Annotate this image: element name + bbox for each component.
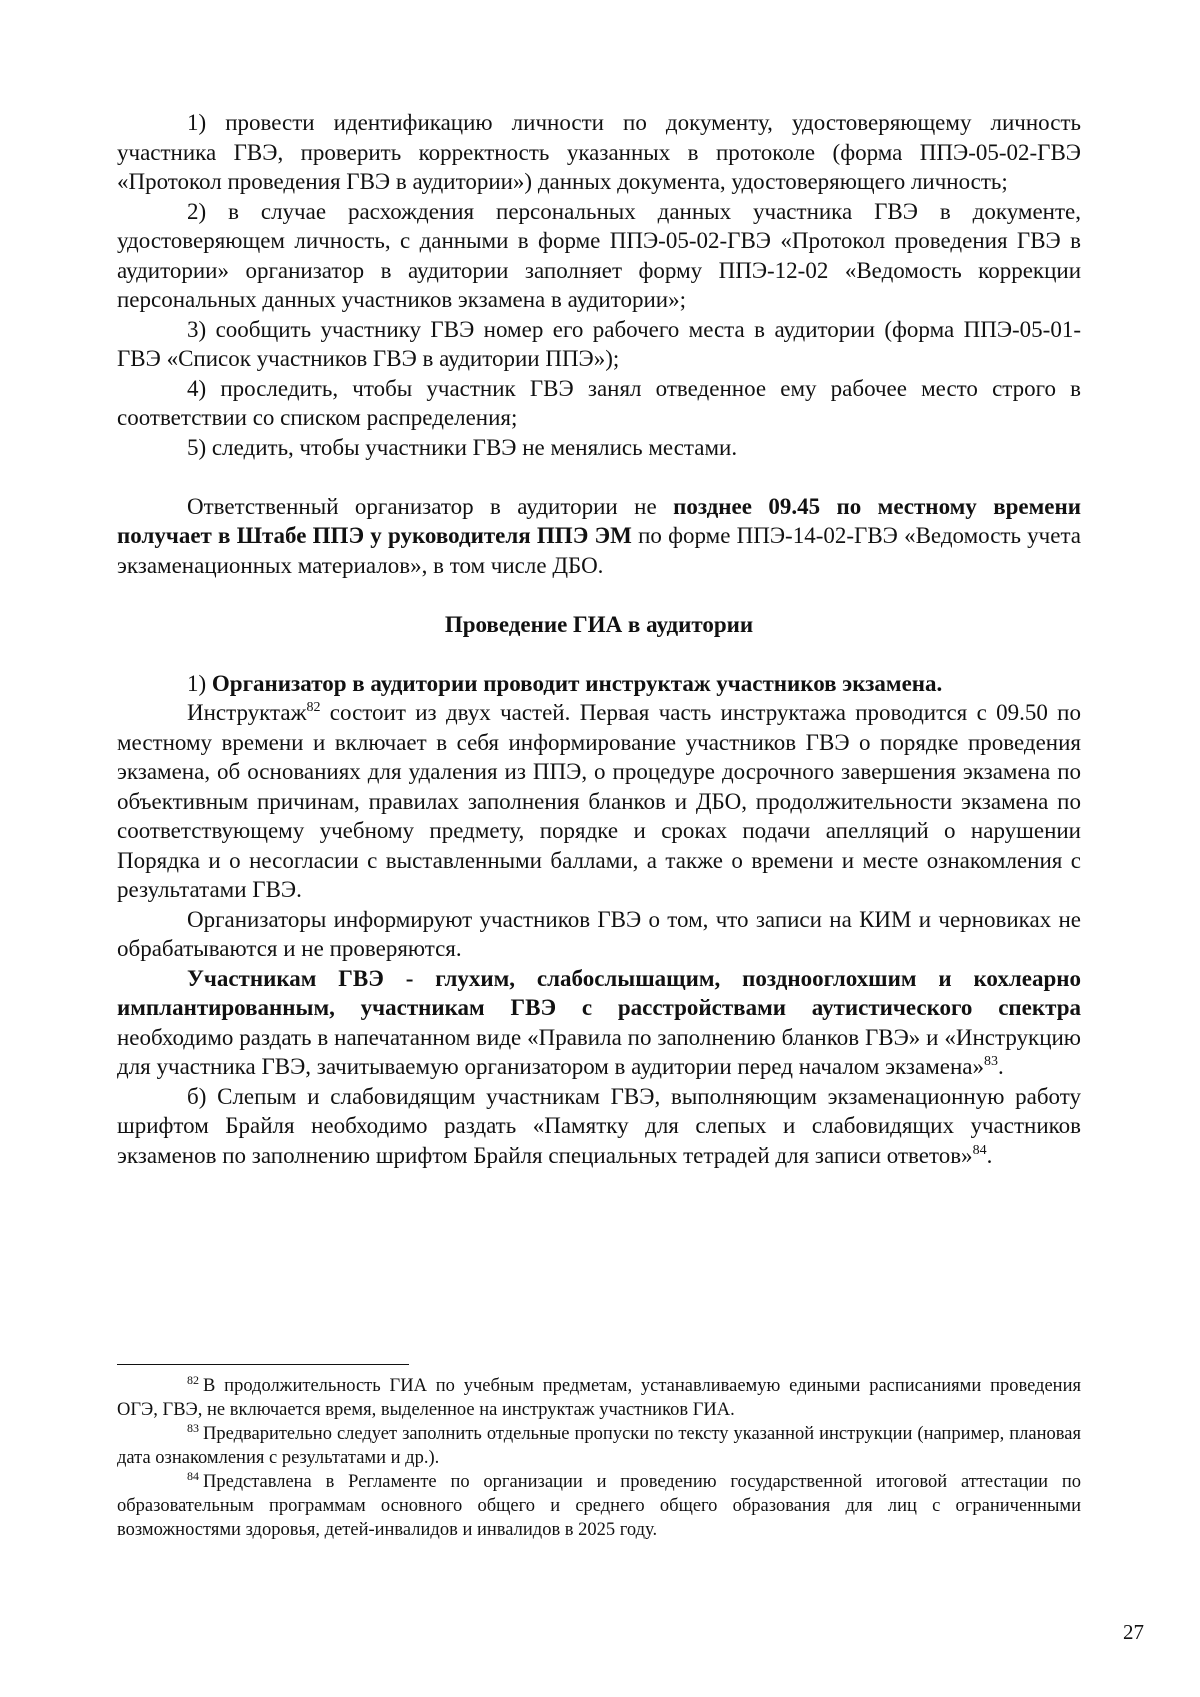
footnote-ref[interactable]: 83 (984, 1054, 998, 1069)
deadline-emphasis: позднее 09.45 по местному времени получает в Штабе ППЭ у руководителя ППЭ ЭМ (117, 493, 1081, 548)
list-item: 1) провести идентификацию личности по документу, удостоверяющему личность участника ГВЭ, проверить корректность указанных в протоколе (форма ППЭ-05-02-ГВЭ «Протокол проведения ГВЭ в аудитории») данных документа, удостоверяющего личность; (117, 110, 1081, 194)
spacer (117, 639, 1081, 669)
list-item: 4) проследить, чтобы участник ГВЭ занял отведенное ему рабочее место строго в соответствии со списком распределения; (117, 375, 1081, 430)
list-item: 2) в случае расхождения персональных данных участника ГВЭ в документе, удостоверяющем личность, с данными в форме ППЭ-05-02-ГВЭ «Протокол проведения ГВЭ в аудитории» организатор в аудитории заполняет форму ППЭ-12-02 «Ведомость коррекции персональных данных участников экзамена в аудитории»; (117, 198, 1081, 312)
blind-participants-paragraph: б) Слепым и слабовидящим участникам ГВЭ, выполняющим экзаменационную работу шрифтом Брайля необходимо раздать «Памятку для слепых и слабовидящих участников экзаменов по заполнению шрифтом Брайля специальных тетрадей для записи ответов»$^{84}$. (117, 1083, 1081, 1168)
document-page (117, 108, 1081, 1170)
footnote-ref[interactable]: 82 (306, 700, 321, 715)
list-item: 5) следить, чтобы участники ГВЭ не менялись местами. (187, 434, 738, 460)
instruction-paragraph: Инструктаж$^{82}$ состоит из двух частей. Первая часть инструктажа проводится с 09.50 по местному времени и включает в себя информирование участников ГВЭ о порядке проведения экзамена, об основаниях для удаления из ППЭ, о процедуре досрочного завершения экзамена по объективным причинам, правилах заполнения бланков и ДБО, продолжительности экзамена по соответствующему учебному предмету, порядке и сроках подачи апелляций о нарушении Порядка и о несогласии с выставленными баллами, а также о времени и месте ознакомления с результатами ГВЭ. (117, 700, 1081, 902)
page-number: 27 (1123, 1620, 1144, 1644)
section-heading: Проведение ГИА в аудитории (444, 611, 754, 637)
footnote-number: 82 (187, 1373, 199, 1387)
list-item: 3) сообщить участнику ГВЭ номер его рабочего места в аудитории (форма ППЭ-05-01-ГВЭ «Список участников ГВЭ в аудитории ППЭ»); (117, 316, 1081, 371)
footnote-number: 83 (187, 1421, 199, 1435)
deaf-participants-paragraph: Участникам ГВЭ - глухим, слабослышащим, позднооглохшим и кохлеарно имплантированным, участникам ГВЭ с расстройствами аутистического спектра необходимо раздать в напечатанном виде «Правила по заполнению бланков ГВЭ» и «Инструкцию для участника ГВЭ, зачитываемую организатором в аудитории перед началом экзамена»$^{83}$. (117, 965, 1081, 1079)
spacer (117, 462, 1081, 492)
footnote-separator (117, 1364, 409, 1365)
footnote: $^{83}$ Предварительно следует заполнить отдельные пропуски по тексту указанной инструкции (например, плановая дата ознакомления с результатами и др.). (117, 1421, 1081, 1468)
footnote-ref[interactable]: 84 (972, 1142, 987, 1158)
responsible-paragraph: Ответственный организатор в аудитории не позднее 09.45 по местному времени получает в Штабе ППЭ у руководителя ППЭ ЭМ по форме ППЭ-14-02-ГВЭ «Ведомость учета экзаменационных материалов», в том числе ДБО. (117, 493, 1081, 578)
footnote: $^{82}$ В продолжительность ГИА по учебным предметам, устанавливаемую едиными расписаниями проведения ОГЭ, ГВЭ, не включается время, выделенное на инструктаж участников ГИА. (117, 1373, 1081, 1420)
footnote-number: 84 (187, 1469, 199, 1483)
spacer (117, 580, 1081, 610)
footnote: $^{84}$ Представлена в Регламенте по организации и проведению государственной итоговой аттестации по образовательным программам основного общего и среднего общего образования для лиц с ограниченными возможностями здоровья, детей-инвалидов и инвалидов в 2025 году. (117, 1469, 1081, 1540)
footnotes (117, 1374, 1081, 1542)
step-heading: 1) Организатор в аудитории проводит инструктаж участников экзамена. (187, 670, 943, 696)
organizers-paragraph: Организаторы информируют участников ГВЭ о том, что записи на КИМ и черновиках не обрабатываются и не проверяются. (117, 906, 1081, 961)
